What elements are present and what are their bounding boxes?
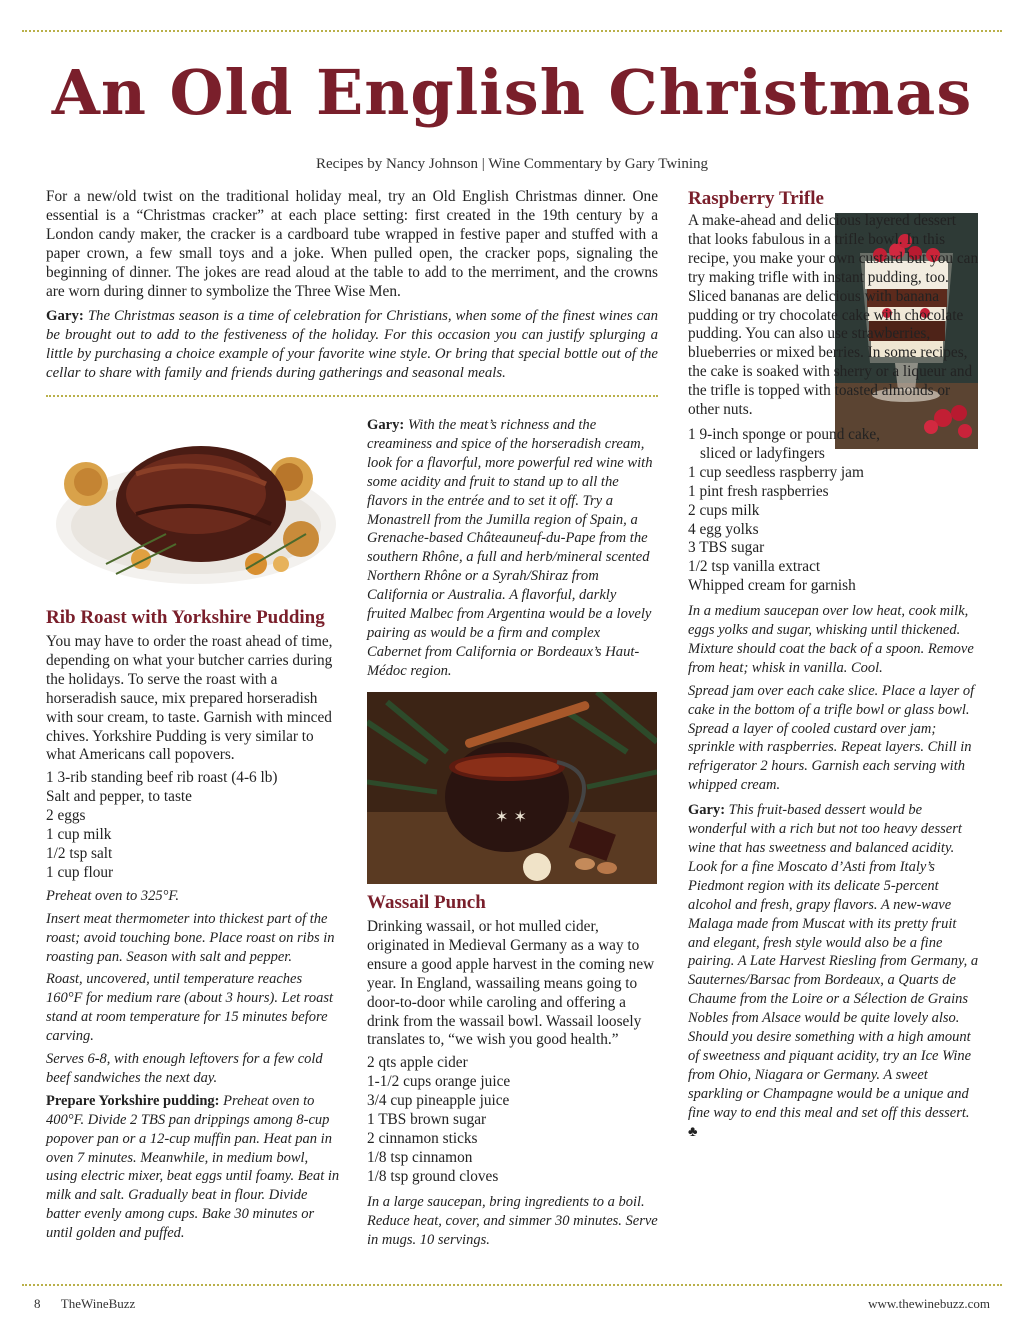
byline: Recipes by Nancy Johnson | Wine Commentary by Gary Twining [316,156,708,172]
ingredient-item: 1 cup flour [46,863,114,881]
ingredient-item: 1/8 tsp cinnamon [367,1148,473,1166]
ingredient-item: 3 TBS sugar [688,539,765,557]
ingredient-item: 2 cinnamon sticks [367,1129,478,1147]
rib-roast-ingredients [46,769,341,882]
rib-roast-step: Preheat oven to 325°F. [46,887,180,904]
ingredient-item: 1/8 tsp ground cloves [367,1167,499,1185]
gary-label: Gary: [46,308,84,325]
trifle-section [688,188,980,1142]
rib-roast-step: Insert meat thermometer into thickest part of the roast; avoid touching bone. Place roast on ribs in roasting pan. Season with salt and pepper. [46,910,335,965]
gary-label: Gary: [367,417,405,433]
rib-roast-step: Roast, uncovered, until temperature reaches 160°F for medium rare (about 3 hours). Let roast stand at room temperature for 15 minutes before carving. [46,971,334,1045]
page-title: An Old English Christmas [51,56,973,129]
ingredient-item: 2 qts apple cider [367,1054,468,1072]
magazine-name: TheWineBuzz [60,1296,136,1311]
ingredient-item: 1/2 tsp salt [46,844,113,862]
wassail-photo [367,692,657,884]
intro-text: For a new/old twist on the traditional holiday meal, try an Old English Christmas dinner. One essential is a “Christmas cracker” at each place setting: first created in the 19th century by a London candy maker, the cracker is a cardboard tube wrapped in festive paper and stuffed with a paper crown, a few small toys and a joke. When pulled open, the cracker pops, signaling the beginning of dinner. The jokes are read aloud at the table to add to the merriment, and the crowns are worn during dinner to symbolize the Three Wise Men. [46,188,658,300]
trifle-intro-text: A make-ahead and delicious layered dessert that looks fabulous in a trifle bowl. In this recipe, you make your own custard but you can try making trifle with instant pudding, too. Sliced bananas are delicious with banana pudding or try chocolate cake with chocolate pudding. You can also use strawberries, blueberries or mixed berries. In some recipes, the cake is soaked with sherry or a liqueur and the trifle is topped with toasted almonds or other nuts. [688,212,979,419]
ingredient-item: 1 cup seedless raspberry jam [688,463,864,481]
wassail-ingredients [367,1054,659,1186]
pudding-text: Preheat oven to 400°F. Divide 2 TBS pan drippings among 8-cup popover pan or a 12-cup muffin pan. Heat pan in oven 7 minutes. Meanwhile, in medium bowl, using electric mixer, beat eggs until foamy. Beat in milk and salt. Gradually beat in flour. Divide batter evenly among cups. Bake 30 minutes or until golden and puffed. [46,1092,340,1242]
trifle-gary-text: This fruit-based dessert would be wonderful with a rich but not too heavy dessert wine that has sweetness and balanced acidity. Look for a fine Moscato d’Asti from Italy’s Piedmont region with its delicate 5-percent alcohol and fresh, grapy flavors. A new-wave Malaga made from Muscat with its pretty fruit and elegant, fresh style would also be a fine pairing. A Late Harvest Riesling from Germany, a Sauternes/Barsac from Bordeaux, a Quarts de Chaume from the Loire or a Sélection de Grains Nobles from Alsace would be quite lovely also. Should you desire something with a high amount of sweetness and piquant acidity, try an Ice Wine from Ohio, Niagara or Germany. A sweet sparkling or Champagne would be a unique and fine way to end this meal and set off this dessert. ♣ [688,802,979,1140]
middle-gary-comment [367,416,657,681]
middle-gary-text: With the meat’s richness and the creaminess and spice of the horseradish cream, look for a flavorful, more powerful red wine with some acidity and fruit to stand up to all the flavors in the entrée and to set it off. Try a Monastrell from the Jumilla region of Spain, a Grenache-based Châteauneuf-du-Pape from the southern Rhône, a full and herb/mineral scented Northern Rhône or a Syrah/Shiraz from California or Australia. A flavorful, darkly fruited Malbec from Argentina would be a lovely pairing as would be a firm and complex Cabernet from California or Bordeaux’s Haut-Médoc region. [367,417,653,679]
ingredient-item: 3/4 cup pineapple juice [367,1092,510,1110]
trifle-intro [688,212,980,420]
ingredient-item: 1/2 tsp vanilla extract [688,558,821,576]
ingredient-item: 1 3-rib standing beef rib roast (4-6 lb) [46,769,278,787]
ingredient-item: 2 eggs [46,807,86,825]
wassail-heading: Wassail Punch [367,892,486,913]
ingredient-item: 1 TBS brown sugar [367,1111,487,1129]
ingredient-item: Whipped cream for garnish [688,577,856,595]
ingredient-item: Salt and pepper, to taste [46,788,192,806]
intro-section [46,188,658,383]
yorkshire-pudding-step [46,1092,341,1243]
ingredient-item: 2 cups milk [688,501,760,519]
top-rule [22,30,1002,32]
trifle-heading: Raspberry Trifle [688,188,824,209]
rib-roast-section [46,607,341,1243]
rib-roast-step: Serves 6-8, with enough leftovers for a few cold beef sandwiches the next day. [46,1051,323,1086]
pudding-label: Prepare Yorkshire pudding: [46,1092,220,1109]
bottom-rule [22,1284,1002,1286]
footer-left [34,1296,135,1312]
page-number: 8 [34,1296,41,1311]
rib-roast-photo [46,414,336,600]
gary-label: Gary: [688,802,726,819]
ingredient-item: 1-1/2 cups orange juice [367,1073,511,1091]
ingredient-item: 1 pint fresh raspberries [688,482,829,500]
svg-text:✶ ✶: ✶ ✶ [495,807,527,826]
rib-roast-intro: You may have to order the roast ahead of time, depending on what your butcher carries during the holidays. To serve the roast with a horseradish sauce, mix prepared horseradish with sour cream, to taste. Garnish with minced chives. Yorkshire Pudding is very similar to what Americans call popovers. [46,633,333,764]
trifle-step: In a medium saucepan over low heat, cook milk, eggs yolks and sugar, whisking until thickened. Mixture should coat the back of a spoon. Remove from heat; whisk in vanilla. Cool. [688,603,974,676]
trifle-step: Spread jam over each cake slice. Place a layer of cake in the bottom of a trifle bowl or glass bowl. Spread a layer of cooled custard over jam; sprinkle with raspberries. Repeat layers. Chill in refrigerator 2 hours. Garnish each serving with whipped cream. [688,682,975,794]
ingredient-item: 4 egg yolks [688,520,759,538]
trifle-gary-comment [688,801,980,1141]
rib-roast-heading: Rib Roast with Yorkshire Pudding [46,607,325,628]
footer-url[interactable]: www.thewinebuzz.com [868,1296,990,1311]
wassail-section [367,892,659,1249]
ingredient-item: 1 cup milk [46,826,112,844]
ingredient-item: sliced or ladyfingers [700,444,825,462]
ingredient-item: 1 9-inch sponge or pound cake, [688,425,881,443]
wassail-intro: Drinking wassail, or hot mulled cider, originated in Medieval Germany as a way to ensure a good apple harvest in the coming new year. In England, wassailing means going to door-to-door while caroling and offering a drink from the wassail bowl. Wassail loosely translates to, “we wish you good health.” [367,918,655,1049]
section-divider [46,395,658,397]
intro-gary-comment [46,307,658,383]
wassail-steps: In a large saucepan, bring ingredients to a boil. Reduce heat, cover, and simmer 30 minutes. Serve in mugs. 10 servings. [367,1193,658,1248]
intro-gary-text: The Christmas season is a time of celebration for Christians, when some of the finest wines can be brought out to add to the festiveness of the holiday. For this occasion you can justify splurging a little by purchasing a choice example of your favorite wine style. Or bring that special bottle out of the cellar to share with family and friends during gatherings and seasonal meals. [46,308,658,382]
trifle-ingredients [688,426,980,596]
